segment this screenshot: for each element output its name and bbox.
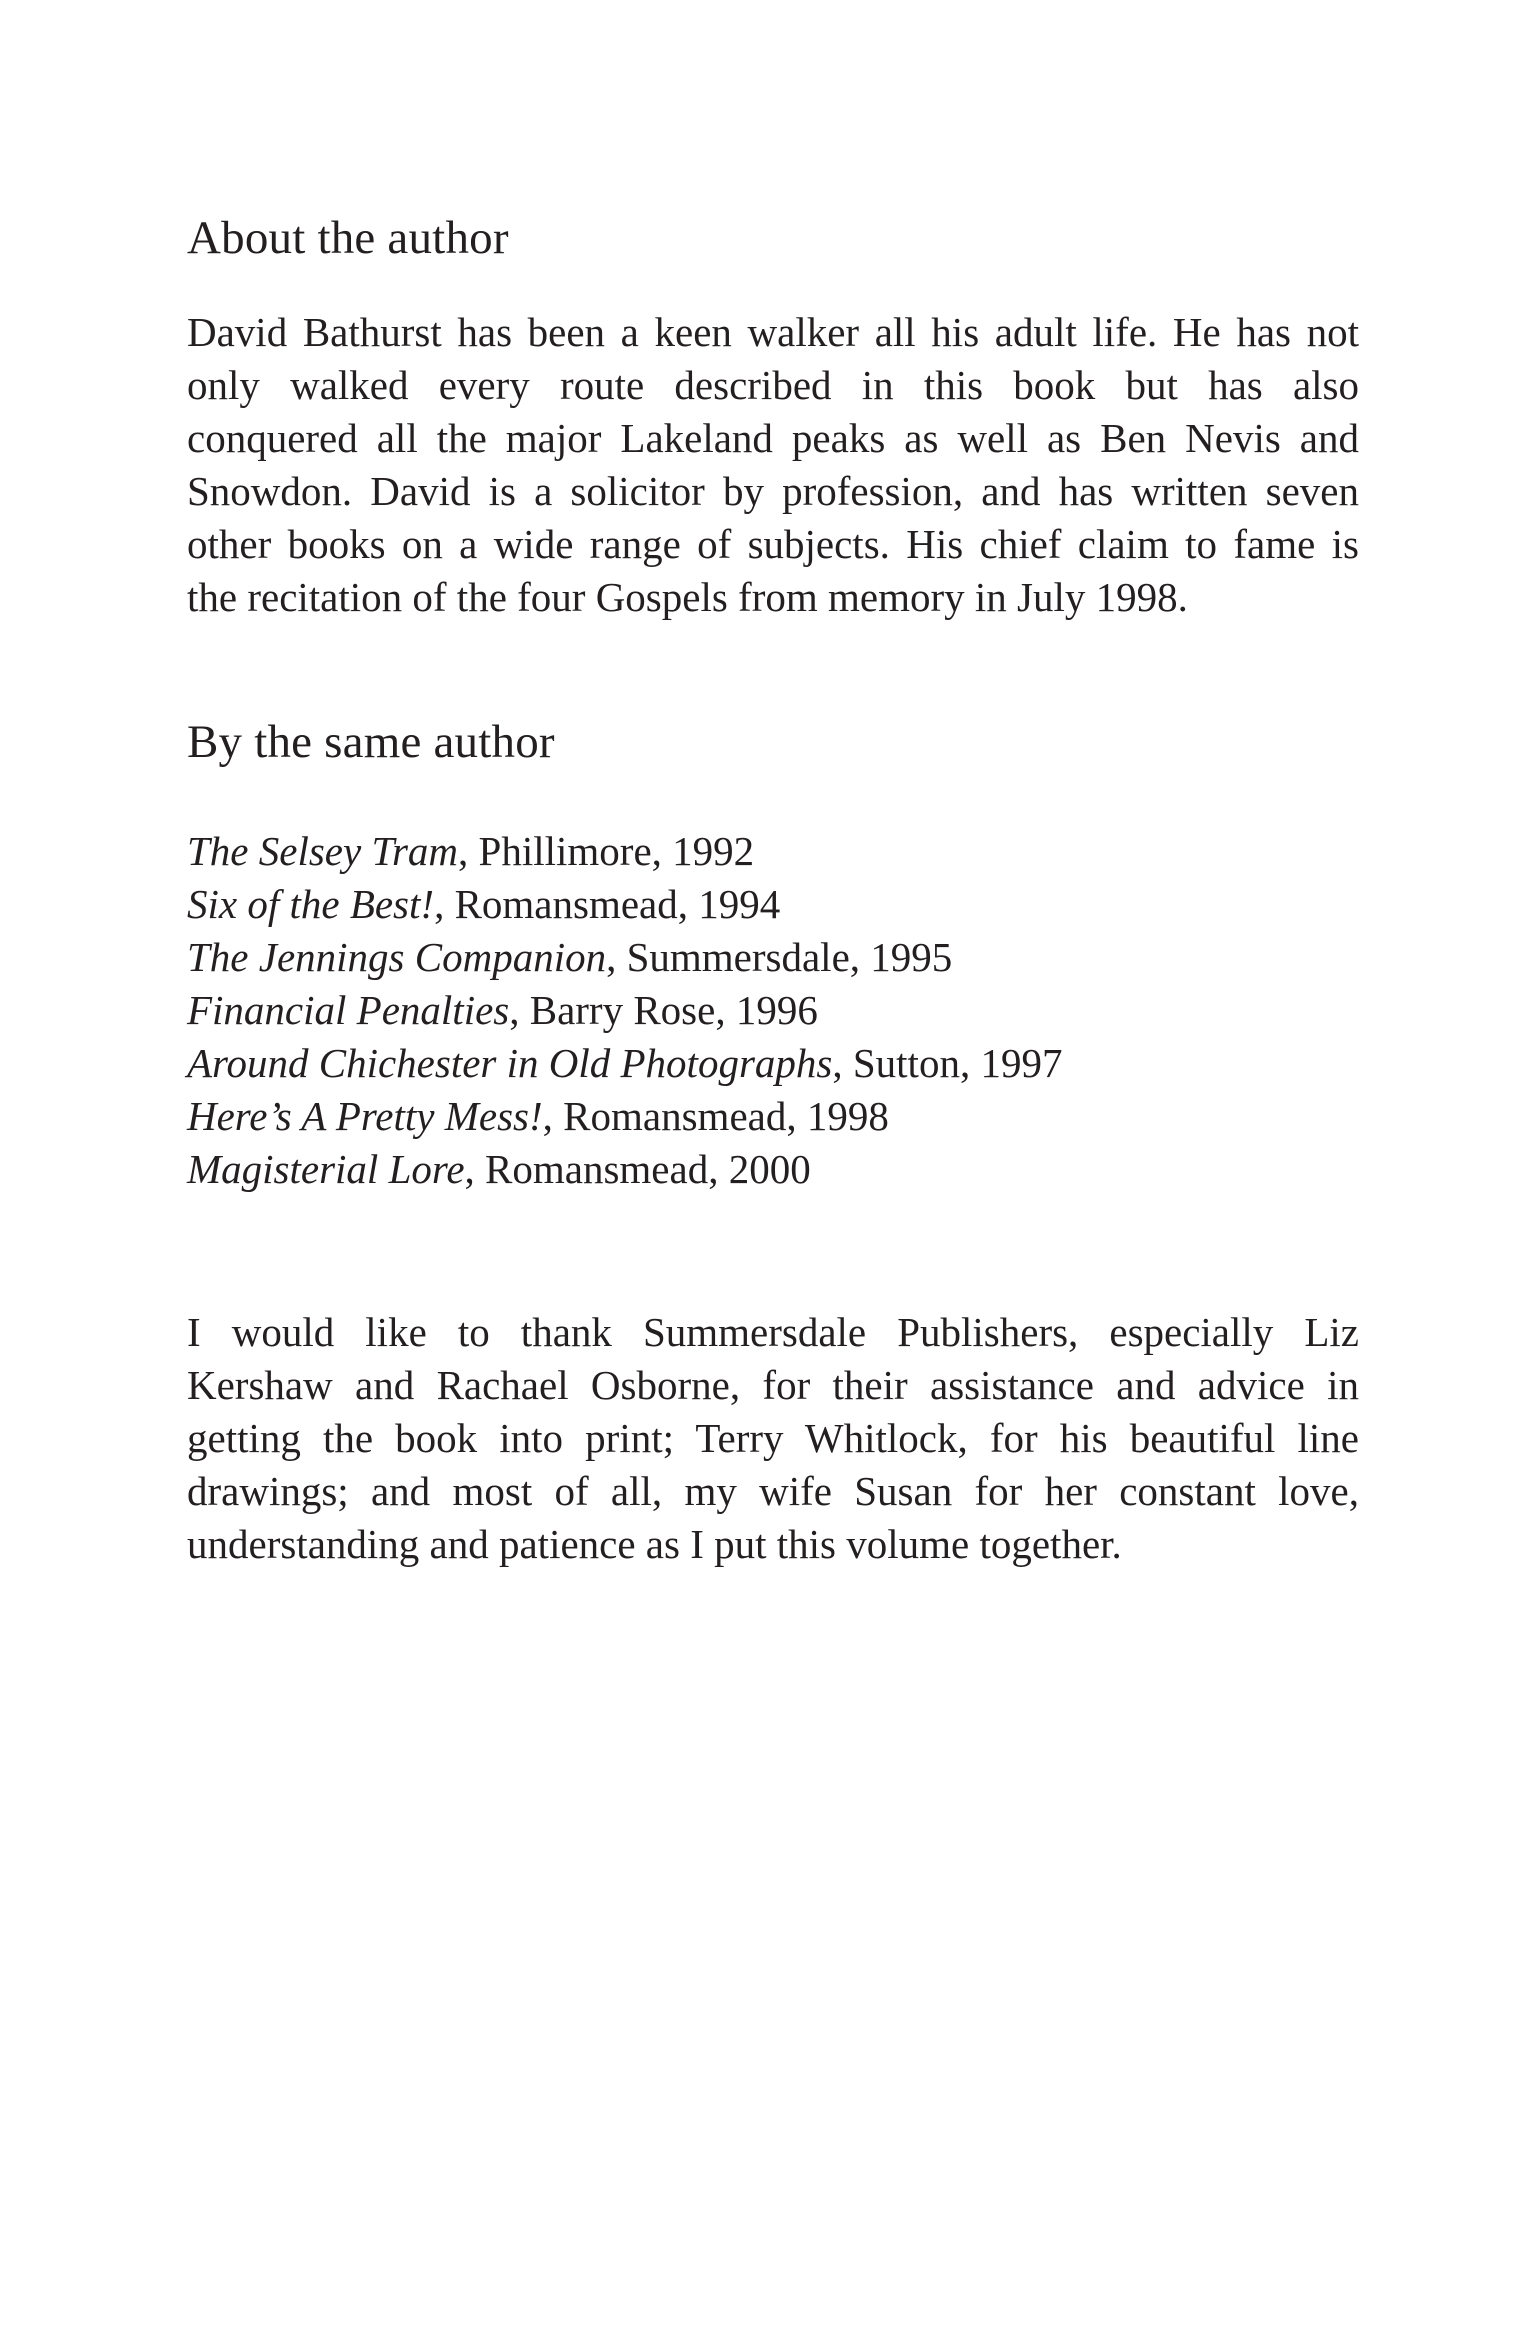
book-entry xyxy=(187,984,1359,1037)
page xyxy=(187,210,1359,1571)
about-line: only walked every route described in this book but has also xyxy=(187,362,1359,408)
book-title: Six of the Best! xyxy=(187,881,435,927)
acknowledgements-line: understanding and patience as I put this volume together. xyxy=(187,1521,1122,1567)
book-details: , Romansmead, 2000 xyxy=(464,1146,811,1192)
about-line: other books on a wide range of subjects. His chief claim to fame is xyxy=(187,521,1359,567)
about-line: the recitation of the four Gospels from memory in July 1998. xyxy=(187,574,1188,620)
book-title: The Selsey Tram xyxy=(187,828,459,874)
acknowledgements-line: I would like to thank Summersdale Publishers, especially Liz xyxy=(187,1309,1359,1355)
about-author-paragraph xyxy=(187,306,1359,624)
acknowledgements-line: getting the book into print; Terry Whitlock, for his beautiful line xyxy=(187,1415,1359,1461)
acknowledgements-paragraph xyxy=(187,1306,1359,1571)
book-title: Financial Penalties xyxy=(187,987,510,1033)
book-list xyxy=(187,825,1359,1196)
book-title: The Jennings Companion xyxy=(187,934,607,980)
book-entry xyxy=(187,931,1359,984)
book-title: Here’s A Pretty Mess! xyxy=(187,1093,543,1139)
book-details: , Romansmead, 1998 xyxy=(542,1093,889,1139)
book-entry xyxy=(187,1037,1359,1090)
book-entry xyxy=(187,825,1359,878)
book-details: , Sutton, 1997 xyxy=(832,1040,1063,1086)
same-author-heading: By the same author xyxy=(187,716,555,768)
book-entry xyxy=(187,1143,1359,1196)
acknowledgements-line: drawings; and most of all, my wife Susan for her constant love, xyxy=(187,1468,1359,1514)
about-line: David Bathurst has been a keen walker all his adult life. He has not xyxy=(187,309,1359,355)
book-details: , Phillimore, 1992 xyxy=(458,828,755,874)
about-line: conquered all the major Lakeland peaks as well as Ben Nevis and xyxy=(187,415,1359,461)
book-entry xyxy=(187,1090,1359,1143)
book-details: , Summersdale, 1995 xyxy=(606,934,953,980)
book-details: , Barry Rose, 1996 xyxy=(509,987,818,1033)
book-entry xyxy=(187,878,1359,931)
about-line: Snowdon. David is a solicitor by profession, and has written seven xyxy=(187,468,1359,514)
about-author-heading: About the author xyxy=(187,212,509,264)
book-title: Magisterial Lore xyxy=(187,1146,465,1192)
book-title: Around Chichester in Old Photographs xyxy=(187,1040,833,1086)
acknowledgements-line: Kershaw and Rachael Osborne, for their assistance and advice in xyxy=(187,1362,1359,1408)
book-details: , Romansmead, 1994 xyxy=(434,881,781,927)
